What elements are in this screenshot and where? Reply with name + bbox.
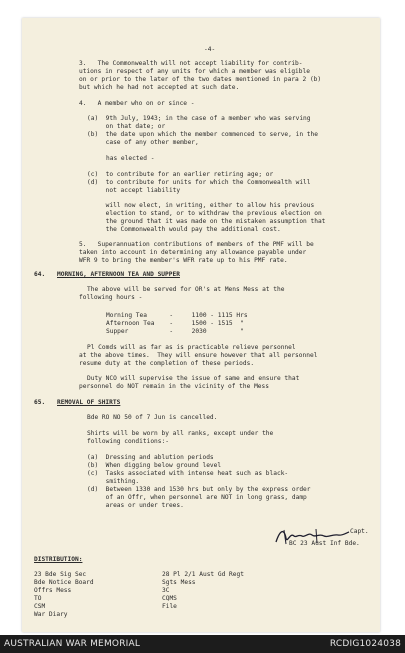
- text-line: (d) to contribute for units for which the Commonwealth will: [87, 179, 311, 186]
- distribution-item: War Diary: [34, 611, 68, 618]
- text-line: (c) to contribute for an earlier retiring age; or: [87, 171, 274, 178]
- text-line: on that date; or: [87, 123, 166, 130]
- text-line: 3. The Commonwealth will not accept liability for contrib-: [79, 60, 303, 67]
- text-line: at the above times. They will ensure however that all personnel: [79, 352, 318, 359]
- text-line: smithing.: [87, 478, 140, 485]
- text-line: but which he had not accepted at such date.: [79, 84, 240, 91]
- text-line: Morning Tea - 1100 - 1115 Hrs: [106, 312, 248, 319]
- text-line: following hours -: [79, 294, 143, 301]
- text-line: 4. A member who on or since -: [79, 100, 195, 107]
- distribution-item: TO: [34, 595, 42, 602]
- distribution-item: Sgts Mess: [162, 579, 196, 586]
- text-line: not accept liability: [87, 187, 181, 194]
- text-line: Supper - 2030 ": [106, 328, 244, 335]
- text-line: of an Offr, when personnel are NOT in long grass, damp: [87, 494, 307, 501]
- distribution-item: File: [162, 603, 177, 610]
- text-line: utions in respect of any units for which a member was eligible: [79, 68, 310, 75]
- text-line: (c) Tasks associated with intense heat such as black-: [87, 470, 289, 477]
- signatory-rank: Capt.: [350, 528, 369, 535]
- page-number: -4-: [204, 46, 216, 53]
- text-line: following conditions:-: [87, 438, 169, 445]
- text-line: (b) the date upon which the member commenced to serve, in the: [87, 131, 318, 138]
- text-line: (a) Dressing and ablution periods: [87, 454, 214, 461]
- text-line: 5. Superannuation contributions of members of the PMF will be: [79, 241, 314, 248]
- text-line: on or prior to the later of the two dates mentioned in para 2 (b): [79, 76, 322, 83]
- para-number: 65.: [34, 399, 46, 406]
- distribution-heading: DISTRIBUTION:: [34, 556, 83, 563]
- signatory-appointment: BC 23 Aust Inf Bde.: [289, 540, 360, 547]
- text-line: the Commonwealth would pay the additional cost.: [87, 226, 281, 233]
- distribution-item: 28 Pl 2/1 Aust Gd Regt: [162, 571, 244, 578]
- section-heading: MORNING, AFTERNOON TEA AND SUPPER: [57, 271, 180, 278]
- text-line: taken into account in determining any allowance payable under: [79, 249, 307, 256]
- text-line: case of any other member,: [87, 139, 199, 146]
- text-line: Shirts will be worn by all ranks, except under the: [87, 430, 274, 437]
- distribution-item: Offrs Mess: [34, 587, 72, 594]
- text-line: has elected -: [106, 155, 155, 162]
- text-line: The above will be served for OR's at Mens Mess at the: [87, 286, 285, 293]
- text-line: Pl Comds will as far as is practicable relieve personnel: [87, 344, 296, 351]
- text-line: (d) Between 1330 and 1530 hrs but only by the express order: [87, 486, 311, 493]
- distribution-item: CSM: [34, 603, 46, 610]
- distribution-item: 3C: [162, 587, 170, 594]
- distribution-item: CQMS: [162, 595, 177, 602]
- text-line: will now elect, in writing, either to allow his previous: [87, 202, 315, 209]
- text-line: the ground that it was made on the mistaken assumption that: [87, 218, 326, 225]
- text-line: election to stand, or to withdraw the previous election on: [87, 210, 322, 217]
- text-line: areas or under trees.: [87, 502, 184, 509]
- distribution-item: 23 Bde Sig Sec: [34, 571, 87, 578]
- section-heading: REMOVAL OF SHIRTS: [57, 399, 121, 406]
- text-line: Bde RO NO 50 of 7 Jun is cancelled.: [87, 414, 218, 421]
- document-page: [22, 18, 380, 632]
- para-number: 64.: [34, 271, 46, 278]
- text-line: Duty NCO will supervise the issue of same and ensure that: [87, 375, 300, 382]
- text-line: WFR 9 to bring the member's WFR rate up to his PMF rate.: [79, 257, 288, 264]
- text-line: resume duty at the completion of these periods.: [79, 360, 255, 367]
- text-line: personnel do NOT remain in the vicinity of the Mess: [79, 383, 269, 390]
- text-line: (a) 9th July, 1943; in the case of a member who was serving: [87, 115, 311, 122]
- archive-name: AUSTRALIAN WAR MEMORIAL: [4, 639, 141, 649]
- record-id: RCDIG1024038: [329, 639, 401, 649]
- distribution-item: Bde Notice Board: [34, 579, 94, 586]
- archive-footer-bar: [0, 635, 405, 653]
- text-line: Afternoon Tea - 1500 - 1515 ": [106, 320, 244, 327]
- text-line: (b) When digging below ground level: [87, 462, 222, 469]
